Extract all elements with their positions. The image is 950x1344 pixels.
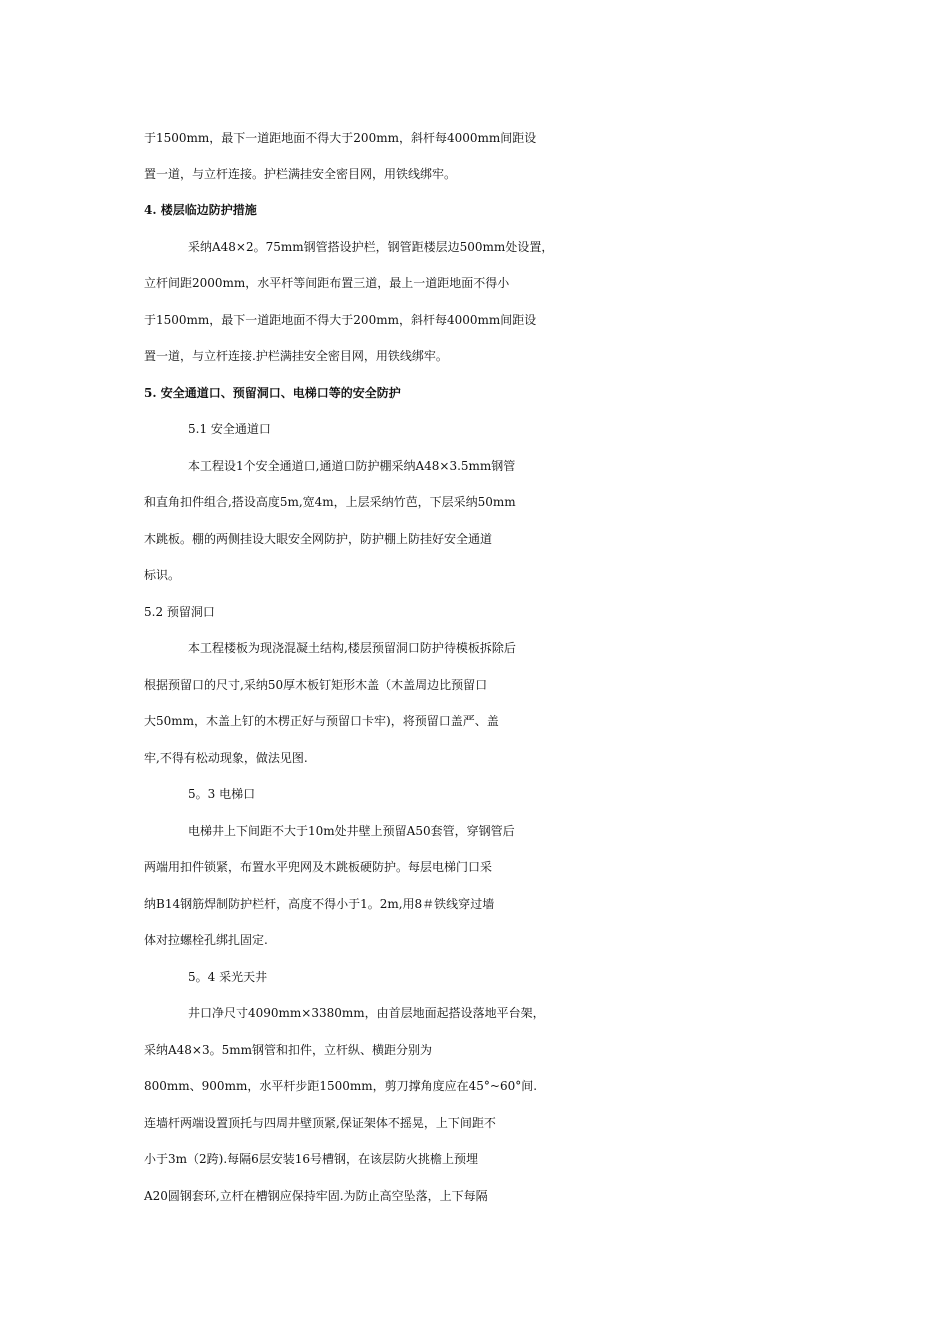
text-line: 本工程设1个安全通道口,通道口防护棚采纳A48×3.5mm钢管 — [188, 459, 516, 473]
section-heading-4: 4. 楼层临边防护措施 — [144, 203, 257, 217]
text-line: 牢,不得有松动现象，做法见图. — [144, 751, 308, 765]
text-line: 根据预留口的尺寸,采纳50厚木板钉矩形木盖（木盖周边比预留口 — [144, 678, 488, 692]
text-line: 置一道，与立杆连接.护栏满挂安全密目网，用铁线绑牢。 — [144, 349, 448, 363]
text-line: 大50mm，木盖上钉的木楞正好与预留口卡牢)，将预留口盖严、盖 — [144, 714, 499, 728]
text-line: 采纳A48×3。5mm钢管和扣件，立杆纵、横距分别为 — [144, 1043, 433, 1057]
section-heading-5: 5. 安全通道口、预留洞口、电梯口等的安全防护 — [144, 386, 401, 400]
text-line: 本工程楼板为现浇混凝土结构,楼层预留洞口防护待模板拆除后 — [188, 641, 516, 655]
text-line: 于1500mm，最下一道距地面不得大于200mm，斜杆每4000mm间距设 — [144, 131, 537, 145]
text-line: 标识。 — [144, 568, 181, 582]
text-line: 于1500mm，最下一道距地面不得大于200mm，斜杆每4000mm间距设 — [144, 313, 537, 327]
text-line: 木跳板。棚的两侧挂设大眼安全网防护，防护棚上防挂好安全通道 — [144, 532, 493, 546]
text-line: 纳B14钢筋焊制防护栏杆，高度不得小于1。2m,用8＃铁线穿过墙 — [144, 897, 495, 911]
text-line: 和直角扣件组合,搭设高度5m,宽4m，上层采纳竹芭，下层采纳50mm — [144, 495, 516, 509]
text-line: 电梯井上下间距不大于10m处井壁上预留A50套管，穿钢管后 — [188, 824, 515, 838]
subsection-heading-5-1: 5.1 安全通道口 — [188, 422, 271, 436]
subsection-heading-5-3: 5。3 电梯口 — [188, 787, 256, 801]
subsection-heading-5-4: 5。4 采光天井 — [188, 970, 268, 984]
text-line: 井口净尺寸4090mm×3380mm，由首层地面起搭设落地平台架， — [188, 1006, 545, 1020]
text-line: 置一道，与立杆连接。护栏满挂安全密目网，用铁线绑牢。 — [144, 167, 457, 181]
text-line: 连墙杆两端设置顶托与四周井壁顶紧,保证架体不摇晃，上下间距不 — [144, 1116, 496, 1130]
text-line: 立杆间距2000mm，水平杆等间距布置三道，最上一道距地面不得小 — [144, 276, 510, 290]
text-line: A20圆钢套环,立杆在槽钢应保持牢固.为防止高空坠落，上下每隔 — [144, 1189, 488, 1203]
subsection-heading-5-2: 5.2 预留洞口 — [144, 605, 215, 619]
text-line: 两端用扣件锁紧，布置水平兜网及木跳板硬防护。每层电梯门口采 — [144, 860, 493, 874]
text-line: 采纳A48×2。75mm钢管搭设护栏，钢管距楼层边500mm处设置， — [188, 240, 554, 254]
text-line: 800mm、900mm，水平杆步距1500mm，剪刀撑角度应在45°~60°间. — [144, 1079, 538, 1093]
text-line: 体对拉螺栓孔绑扎固定. — [144, 933, 268, 947]
text-line: 小于3m（2跨).每隔6层安装16号槽钢，在该层防火挑檐上预埋 — [144, 1152, 479, 1166]
